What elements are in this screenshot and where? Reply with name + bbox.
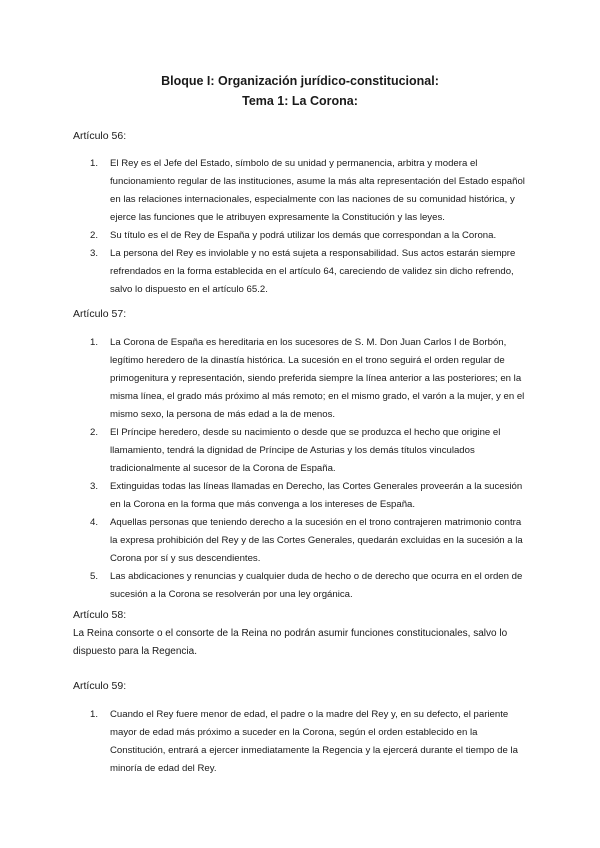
- list-item-text: La Corona de España es hereditaria en los sucesores de S. M. Don Juan Carlos I de Borbón, legítimo heredero de la dinastía histórica. La sucesión en el trono seguirá el orden regular de primogenitura y representación, siendo preferida siempre la línea anterior a las posteriores; en la misma línea, el grado más próximo al más remoto; en el mismo grado, el varón a la mujer, y en el mismo sexo, la persona de más edad a la de menos.: [110, 337, 525, 420]
- list-number: 2.: [90, 230, 99, 241]
- article-59-heading: Artículo 59:: [73, 680, 127, 692]
- article-57-list: [0, 334, 530, 604]
- list-item: [0, 568, 530, 604]
- list-item: [0, 706, 530, 778]
- list-item: [0, 334, 530, 424]
- list-item-text: Su título es el de Rey de España y podrá utilizar los demás que correspondan a la Corona.: [110, 230, 497, 241]
- list-item-text: Las abdicaciones y renuncias y cualquier duda de hecho o de derecho que ocurra en el orden de sucesión a la Corona se resolverán por una ley orgánica.: [110, 571, 523, 600]
- list-number: 3.: [90, 481, 99, 492]
- list-item-text: Aquellas personas que teniendo derecho a la sucesión en el trono contrajeren matrimonio contra la expresa prohibición del Rey y de las Cortes Generales, quedarán excluidas en la sucesión a la Corona por sí y sus descendientes.: [110, 517, 523, 564]
- article-57-heading: Artículo 57:: [73, 308, 127, 320]
- list-item-text: La persona del Rey es inviolable y no está sujeta a responsabilidad. Sus actos estarán siempre refrendados en la forma establecida en el artículo 64, careciendo de validez sin dicho refrendo, salvo lo dispuesto en el artículo 65.2.: [110, 248, 516, 295]
- list-item-text: Extinguidas todas las líneas llamadas en Derecho, las Cortes Generales proveerán a la sucesión en la Corona en la forma que más convenga a los intereses de España.: [110, 481, 523, 510]
- list-item-text: El Rey es el Jefe del Estado, símbolo de su unidad y permanencia, arbitra y modera el funcionamiento regular de las instituciones, asume la más alta representación del Estado español en las relaciones internacionales, especialmente con las naciones de su comunidad histórica, y ejerce las funciones que le atribuyen expresamente la Constitución y las leyes.: [110, 158, 525, 223]
- list-number: 3.: [90, 248, 99, 259]
- list-item: [0, 514, 530, 568]
- list-item-text: Cuando el Rey fuere menor de edad, el padre o la madre del Rey y, en su defecto, el pariente mayor de edad más próximo a suceder en la Corona, según el orden establecido en la Constitución, entrará a ejercer inmediatamente la Regencia y la ejercerá durante el tiempo de la minoría de edad del Rey.: [110, 709, 518, 774]
- article-56-list: [0, 155, 530, 299]
- article-58-text: La Reina consorte o el consorte de la Reina no podrán asumir funciones constitucionales, salvo lo dispuesto para la Regencia.: [73, 628, 508, 657]
- list-number: 4.: [90, 517, 99, 528]
- list-item-text: El Príncipe heredero, desde su nacimiento o desde que se produzca el hecho que origine el llamamiento, tendrá la dignidad de Príncipe de Asturias y los demás títulos vinculados tradicionalmente al sucesor de la Corona de España.: [110, 427, 501, 474]
- article-59-list: [0, 706, 530, 778]
- article-56-heading: Artículo 56:: [73, 130, 127, 142]
- list-number: 5.: [90, 571, 99, 582]
- list-number: 1.: [90, 158, 99, 169]
- document-subtitle: Tema 1: La Corona:: [242, 94, 358, 108]
- document-title-block: Bloque I: Organización jurídico-constitucional:: [161, 74, 439, 88]
- article-58-heading: Artículo 58:: [73, 609, 127, 621]
- list-item: [0, 478, 530, 514]
- list-item: [0, 424, 530, 478]
- list-number: 1.: [90, 709, 99, 720]
- list-item: [0, 245, 530, 299]
- list-item: [0, 227, 530, 245]
- list-item: [0, 155, 530, 227]
- list-number: 2.: [90, 427, 99, 438]
- list-number: 1.: [90, 337, 99, 348]
